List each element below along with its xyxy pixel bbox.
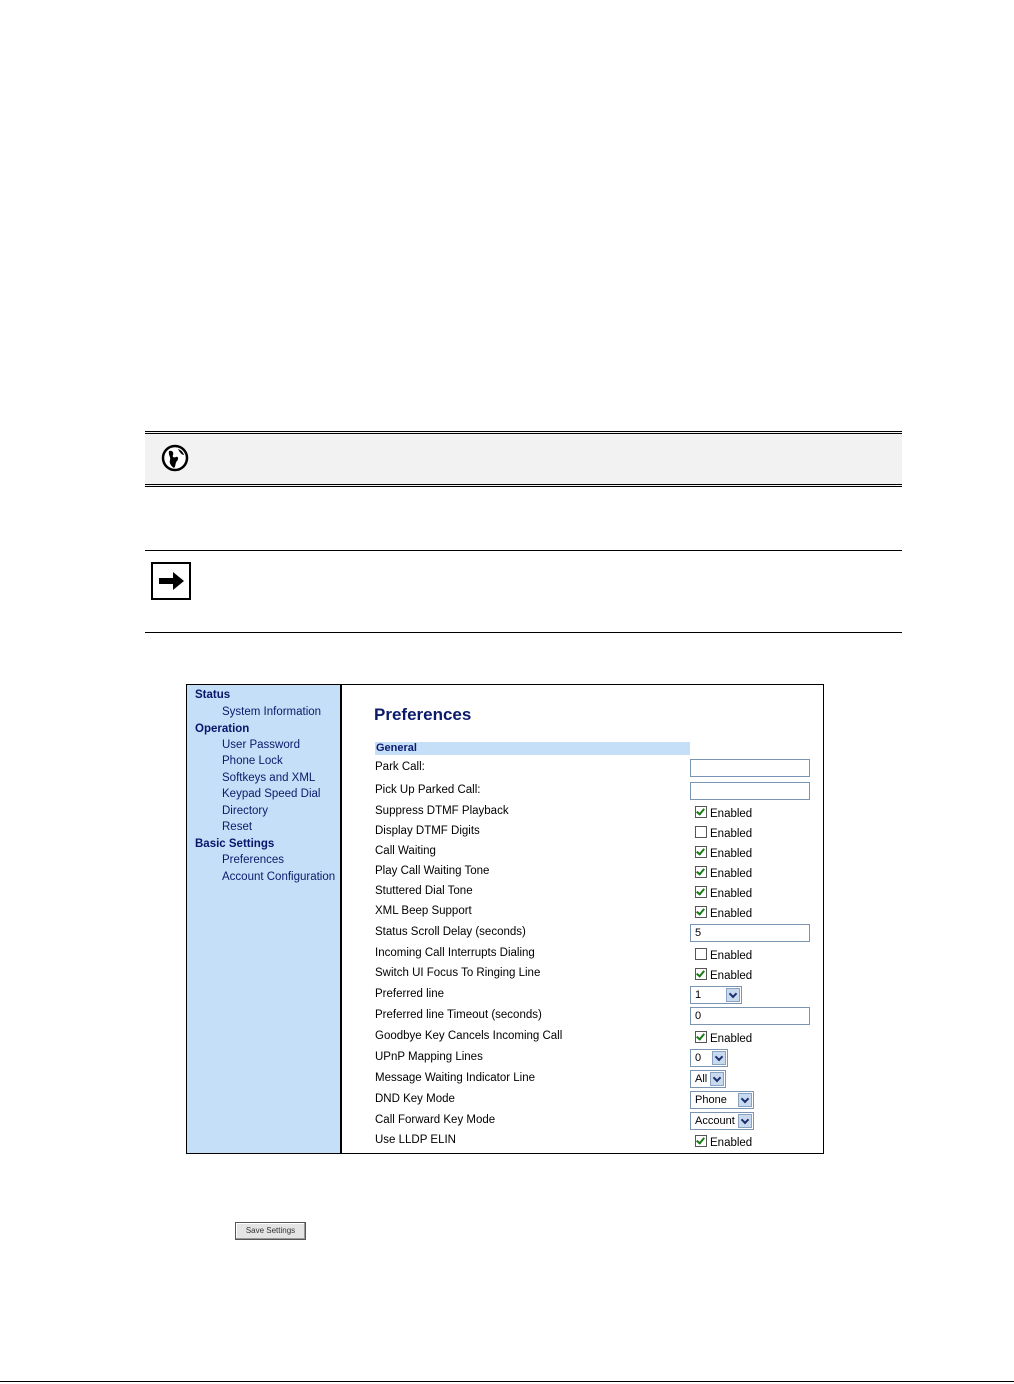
chevron-down-icon[interactable] (712, 1051, 726, 1065)
checkbox-label-enabled: Enabled (710, 828, 753, 840)
label-incoming-call-interrupts-dialing: Incoming Call Interrupts Dialing (375, 947, 535, 959)
checkbox-xml-beep-support[interactable] (695, 906, 752, 920)
checkbox-goodbye-key-cancels-incoming-call[interactable] (695, 1031, 752, 1045)
checkbox-box[interactable] (695, 826, 707, 838)
checkbox-label-enabled: Enabled (710, 908, 753, 920)
checkbox-call-waiting[interactable] (695, 846, 752, 860)
section-header-general: General (375, 742, 690, 755)
chevron-down-icon[interactable] (710, 1072, 724, 1086)
sidebar-nav (187, 685, 342, 1153)
nav-item-phone-lock[interactable]: Phone Lock (222, 755, 283, 767)
checkbox-box[interactable] (695, 906, 707, 918)
nav-item-softkeys-xml[interactable]: Softkeys and XML (222, 772, 316, 784)
label-call-forward-key-mode: Call Forward Key Mode (375, 1114, 496, 1126)
globe-icon (161, 444, 189, 472)
input-preferred-line-timeout-seconds[interactable]: 0 (690, 1007, 810, 1025)
input-pick-up-parked-call[interactable] (690, 782, 810, 800)
chevron-down-icon[interactable] (738, 1114, 752, 1128)
checkbox-box[interactable] (695, 1031, 707, 1043)
note-top-rule (145, 550, 902, 551)
select-dnd-key-mode[interactable] (690, 1091, 754, 1109)
label-preferred-line-timeout-seconds: Preferred line Timeout (seconds) (375, 1009, 542, 1021)
checkbox-box[interactable] (695, 1135, 707, 1147)
checkbox-box[interactable] (695, 806, 707, 818)
checkbox-label-enabled: Enabled (710, 1137, 753, 1149)
select-call-forward-key-mode[interactable] (690, 1112, 754, 1130)
nav-item-account-configuration[interactable]: Account Configuration (222, 871, 336, 883)
checkbox-use-lldp-elin[interactable] (695, 1135, 752, 1149)
checkbox-box[interactable] (695, 968, 707, 980)
label-suppress-dtmf-playback: Suppress DTMF Playback (375, 805, 509, 817)
checkbox-incoming-call-interrupts-dialing[interactable] (695, 948, 752, 962)
page-title: Preferences (374, 705, 472, 724)
nav-section-operation[interactable]: Operation (195, 723, 250, 735)
select-value: Account (695, 1115, 735, 1127)
nav-item-preferences[interactable]: Preferences (222, 854, 285, 866)
web-ui-screenshot (186, 684, 824, 1154)
label-park-call: Park Call: (375, 761, 425, 773)
checkbox-label-enabled: Enabled (710, 848, 753, 860)
chevron-down-icon[interactable] (726, 988, 740, 1002)
checkbox-label-enabled: Enabled (710, 1033, 753, 1045)
select-preferred-line[interactable] (690, 986, 742, 1004)
checkbox-label-enabled: Enabled (710, 950, 753, 962)
label-goodbye-key-cancels-incoming-call: Goodbye Key Cancels Incoming Call (375, 1030, 563, 1042)
checkbox-play-call-waiting-tone[interactable] (695, 866, 752, 880)
label-use-lldp-elin: Use LLDP ELIN (375, 1134, 456, 1146)
input-park-call[interactable] (690, 759, 810, 777)
label-dnd-key-mode: DND Key Mode (375, 1093, 455, 1105)
label-xml-beep-support: XML Beep Support (375, 905, 472, 917)
checkbox-box[interactable] (695, 866, 707, 878)
checkbox-label-enabled: Enabled (710, 868, 753, 880)
select-value: 0 (695, 1052, 702, 1064)
arrow-right-icon (151, 562, 191, 600)
chevron-down-icon[interactable] (738, 1093, 752, 1107)
checkbox-label-enabled: Enabled (710, 888, 753, 900)
checkbox-label-enabled: Enabled (710, 970, 753, 982)
label-message-waiting-indicator-line: Message Waiting Indicator Line (375, 1072, 536, 1084)
checkbox-stuttered-dial-tone[interactable] (695, 886, 752, 900)
save-settings-button[interactable]: Save Settings (235, 1222, 306, 1240)
nav-item-user-password[interactable]: User Password (222, 739, 300, 751)
label-preferred-line: Preferred line (375, 988, 445, 1000)
label-status-scroll-delay-seconds: Status Scroll Delay (seconds) (375, 926, 526, 938)
nav-item-directory[interactable]: Directory (222, 805, 269, 817)
label-switch-ui-focus-to-ringing-line: Switch UI Focus To Ringing Line (375, 967, 541, 979)
select-value: All (695, 1073, 708, 1085)
select-message-waiting-indicator-line[interactable] (690, 1070, 726, 1088)
label-stuttered-dial-tone: Stuttered Dial Tone (375, 885, 473, 897)
checkbox-suppress-dtmf-playback[interactable] (695, 806, 752, 820)
label-display-dtmf-digits: Display DTMF Digits (375, 825, 480, 837)
checkbox-display-dtmf-digits[interactable] (695, 826, 752, 840)
checkbox-box[interactable] (695, 948, 707, 960)
globe-note-bar (145, 431, 902, 487)
checkbox-box[interactable] (695, 846, 707, 858)
label-upnp-mapping-lines: UPnP Mapping Lines (375, 1051, 483, 1063)
nav-section-basic-settings[interactable]: Basic Settings (195, 838, 275, 850)
checkbox-box[interactable] (695, 886, 707, 898)
nav-item-reset[interactable]: Reset (222, 821, 253, 833)
nav-section-status[interactable]: Status (195, 689, 231, 701)
checkbox-label-enabled: Enabled (710, 808, 753, 820)
select-value: Phone (695, 1094, 727, 1106)
select-value: 1 (695, 989, 702, 1001)
checkbox-switch-ui-focus-to-ringing-line[interactable] (695, 968, 752, 982)
label-call-waiting: Call Waiting (375, 845, 436, 857)
note-bottom-rule (145, 632, 902, 633)
nav-item-keypad-speed-dial[interactable]: Keypad Speed Dial (222, 788, 321, 800)
input-status-scroll-delay-seconds[interactable]: 5 (690, 924, 810, 942)
label-pick-up-parked-call: Pick Up Parked Call: (375, 784, 481, 796)
page-bottom-rule (0, 1381, 1014, 1382)
label-play-call-waiting-tone: Play Call Waiting Tone (375, 865, 490, 877)
nav-item-system-information[interactable]: System Information (222, 706, 322, 718)
select-upnp-mapping-lines[interactable] (690, 1049, 728, 1067)
